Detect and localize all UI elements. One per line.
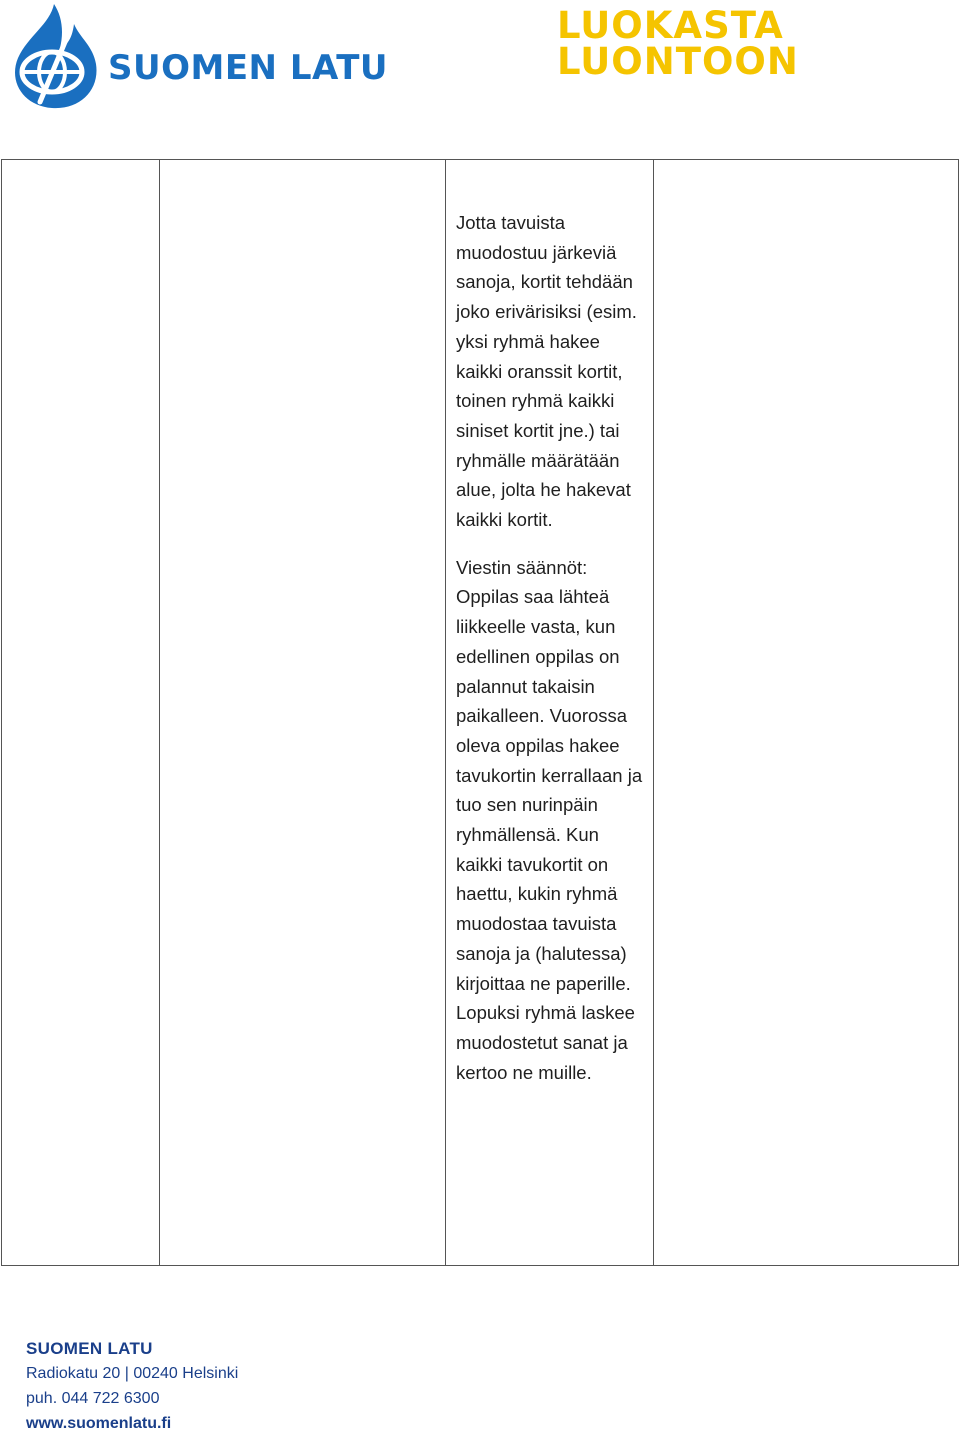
footer-contact	[26, 1336, 238, 1436]
suomen-latu-emblem-icon	[10, 2, 106, 110]
table-row	[2, 160, 959, 1266]
footer-org-name: SUOMEN LATU	[26, 1339, 153, 1358]
luokasta-luontoon-logo	[557, 4, 807, 88]
table-cell-col1	[2, 160, 160, 1266]
table-cell-col4	[654, 160, 959, 1266]
table-cell-col2	[160, 160, 446, 1266]
suomen-latu-logo	[10, 2, 388, 110]
instructions-paragraph-cards: Jotta tavuista muodostuu järkeviä sanoja, kortit tehdään joko erivärisiksi (esim. yksi ryhmä hakee kaikki oranssit kortit, toinen ryhmä kaikki siniset kortit jne.) tai ryhmälle määrätään alue, jolta he hakevat kaikki kortit.	[456, 212, 637, 531]
instructions-text	[446, 160, 653, 1087]
luokasta-luontoon-line2: LUONTOON	[557, 40, 799, 83]
footer-phone: puh. 044 722 6300	[26, 1390, 160, 1407]
footer-address: Radiokatu 20 | 00240 Helsinki	[26, 1365, 239, 1382]
luokasta-luontoon-line1: LUOKASTA	[557, 4, 784, 47]
table-cell-col3	[446, 160, 654, 1266]
activity-table	[1, 159, 959, 1266]
instructions-paragraph-rules: Viestin säännöt: Oppilas saa lähteä liikkeelle vasta, kun edellinen oppilas on palannut takaisin paikalleen. Vuorossa oleva oppilas hakee tavukortin kerrallaan ja tuo sen nurinpäin ryhmällensä. Kun kaikki tavukortit on haettu, kukin ryhmä muodostaa tavuista sanoja ja (halutessa) kirjoittaa ne paperille. Lopuksi ryhmä laskee muodostetut sanat ja kertoo ne muille.	[456, 556, 643, 1083]
footer-website-link[interactable]: www.suomenlatu.fi	[26, 1415, 172, 1432]
suomen-latu-wordmark: SUOMEN LATU	[108, 48, 388, 88]
